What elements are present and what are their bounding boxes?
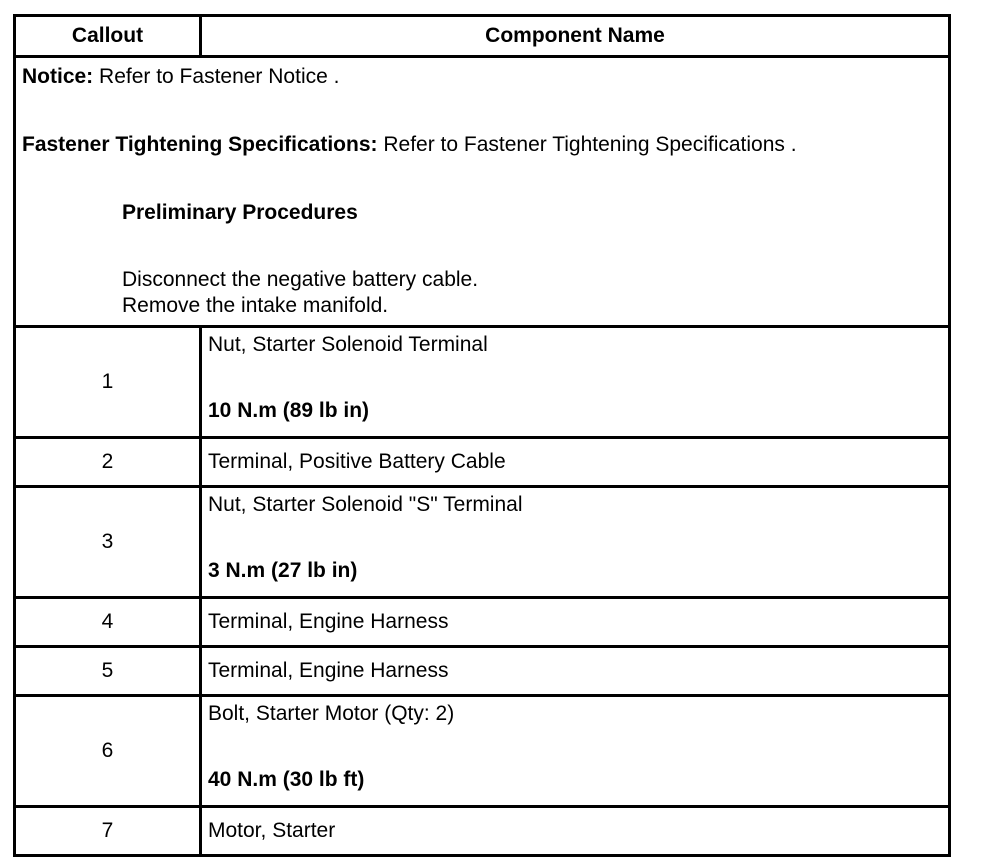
component-name: Terminal, Positive Battery Cable [201, 438, 950, 487]
table-row [15, 598, 950, 647]
notice-label: Notice: [22, 65, 94, 88]
table-row [15, 647, 950, 696]
notice-row [15, 57, 950, 327]
callout-cell: 7 [15, 807, 201, 856]
table-row [15, 438, 950, 487]
preliminary-step: Remove the intake manifold. [122, 294, 389, 317]
component-name: Terminal, Engine Harness [201, 598, 950, 647]
fastener-line [22, 132, 948, 158]
notice-line [22, 64, 948, 90]
callout-cell: 3 [15, 487, 201, 598]
callout-cell: 6 [15, 696, 201, 807]
component-name: Nut, Starter Solenoid "S" Terminal [208, 493, 523, 516]
component-name: Motor, Starter [201, 807, 950, 856]
spacer [22, 226, 948, 267]
fastener-label: Fastener Tightening Specifications: [22, 133, 378, 156]
component-table-container [13, 14, 951, 857]
table-row [15, 327, 950, 438]
torque-spec: 3 N.m (27 lb in) [208, 559, 358, 582]
component-cell [201, 487, 950, 598]
torque-spec: 10 N.m (89 lb in) [208, 399, 370, 422]
preliminary-procedures-title: Preliminary Procedures [122, 201, 358, 224]
callout-cell: 5 [15, 647, 201, 696]
header-row [15, 16, 950, 57]
component-cell [201, 696, 950, 807]
torque-spec: 40 N.m (30 lb ft) [208, 768, 365, 791]
component-name: Bolt, Starter Motor (Qty: 2) [208, 702, 455, 725]
component-name-header: Component Name [201, 16, 950, 57]
spacer [22, 90, 948, 132]
preliminary-step: Disconnect the negative battery cable. [122, 268, 479, 291]
table-row [15, 487, 950, 598]
table-row [15, 696, 950, 807]
notice-text: Refer to Fastener Notice . [93, 65, 340, 88]
component-name: Terminal, Engine Harness [201, 647, 950, 696]
callout-header: Callout [15, 16, 201, 57]
table-row [15, 807, 950, 856]
component-table [13, 14, 951, 857]
callout-cell: 2 [15, 438, 201, 487]
notice-cell [15, 57, 950, 327]
component-name: Nut, Starter Solenoid Terminal [208, 333, 488, 356]
callout-cell: 4 [15, 598, 201, 647]
callout-cell: 1 [15, 327, 201, 438]
fastener-text: Refer to Fastener Tightening Specifications . [377, 133, 797, 156]
component-cell [201, 327, 950, 438]
spacer [22, 158, 948, 200]
